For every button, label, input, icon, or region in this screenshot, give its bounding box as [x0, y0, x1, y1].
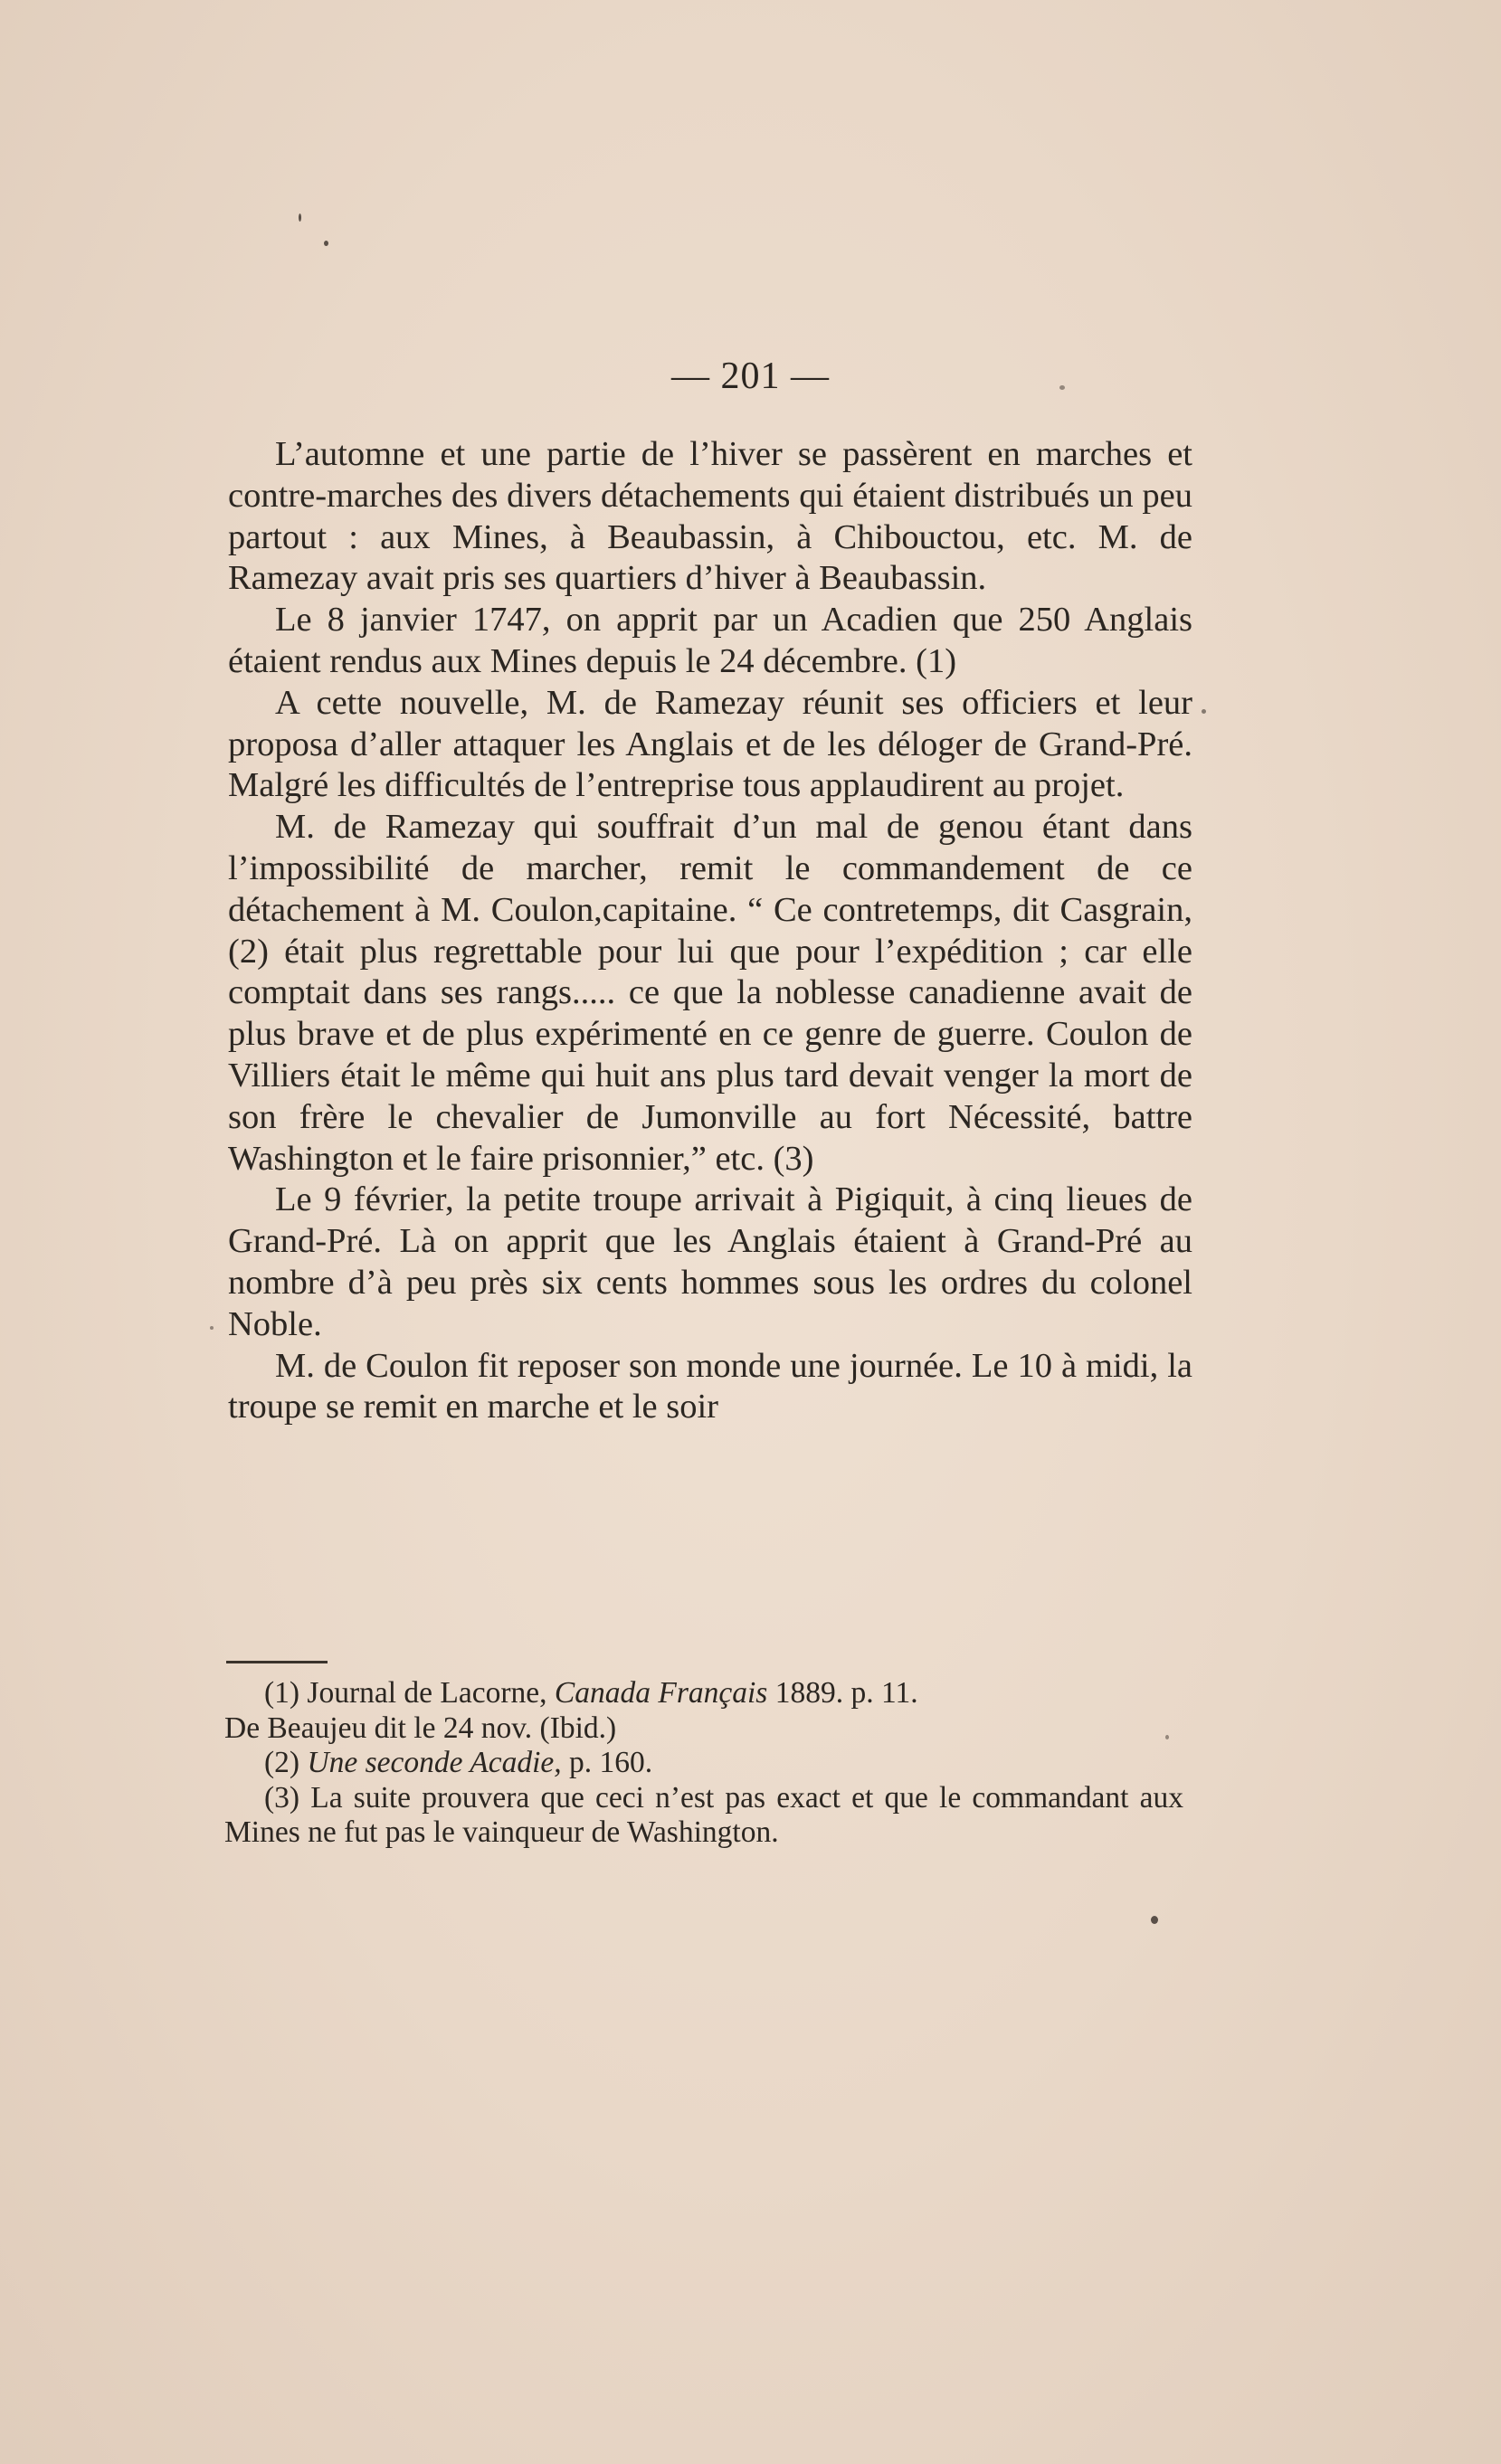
paragraph: Le 9 février, la petite troupe arrivait à Pigiquit, à cinq lieues de Grand-Pré. Là on apprit que les Anglais étaient à Grand-Pré au nombre d’à peu près six cents hommes sous les ordres du colonel Noble. — [228, 1180, 1192, 1343]
footnote-3: (3) La suite prouvera que ceci n’est pas exact et que le commandant aux Mines ne fut pas le vainqueur de Washington. — [224, 1780, 1183, 1849]
footnote-1-ref: 1889. p. 11. — [774, 1676, 918, 1710]
footnote-1-continuation: De Beaujeu dit le 24 nov. (Ibid.) — [224, 1711, 617, 1745]
paragraph: L’automne et une partie de l’hiver se passèrent en marches et contre-marches des divers détachements qui étaient distribués un peu partout : aux Mines, à Beaubassin, à Chibouctou, etc. M. de Ramezay avait pris ses quartiers d’hiver à Beaubassin. — [228, 435, 1192, 598]
paragraph: M. de Coulon fit reposer son monde une journée. Le 10 à midi, la troupe se remit en marche et le soir — [228, 1346, 1192, 1426]
footnote-2-number: (2) — [264, 1746, 300, 1779]
footnotes — [224, 1676, 1183, 1851]
footnote-separator — [226, 1661, 328, 1663]
paragraph: M. de Ramezay qui souffrait d’un mal de genou étant dans l’impossibilité de marcher, remit le commandement de ce détachement à M. Coulon,capitaine. “ Ce contretemps, dit Casgrain, (2) était plus regrettable pour lui que pour l’expédition ; car elle comptait dans ses rangs..... ce que la noblesse canadienne avait de plus brave et de plus expérimenté en ce genre de guerre. Coulon de Villiers était le même qui huit ans plus tard devait venger la mort de son frère le chevalier de Jumonville au fort Nécessité, battre Washington et le faire prisonnier,” etc. (3) — [228, 808, 1192, 1178]
paper-speck — [1151, 1916, 1158, 1924]
paper-speck — [1202, 709, 1206, 714]
footnote-2-ref: p. 160. — [569, 1746, 653, 1779]
footnote-1 — [224, 1676, 1183, 1711]
body-text — [228, 434, 1192, 1428]
paper-speck — [324, 241, 328, 246]
footnote-1-title: Canada Français — [554, 1676, 768, 1710]
paragraph: Le 8 janvier 1747, on apprit par un Acadien que 250 Anglais étaient rendus aux Mines depuis le 24 décembre. (1) — [228, 601, 1192, 680]
paragraph: A cette nouvelle, M. de Ramezay réunit ses officiers et leur proposa d’aller attaquer les Anglais et de les déloger de Grand-Pré. Malgré les difficultés de l’entreprise tous applaudirent au projet. — [228, 683, 1192, 805]
footnote-2 — [224, 1746, 1183, 1781]
paper-speck — [210, 1326, 214, 1330]
page-number: — 201 — — [671, 355, 830, 397]
paper-speck — [299, 213, 301, 222]
footnote-1-text: (1) Journal de Lacorne, — [264, 1676, 547, 1710]
footnote-2-title: Une seconde Acadie, — [307, 1746, 562, 1779]
